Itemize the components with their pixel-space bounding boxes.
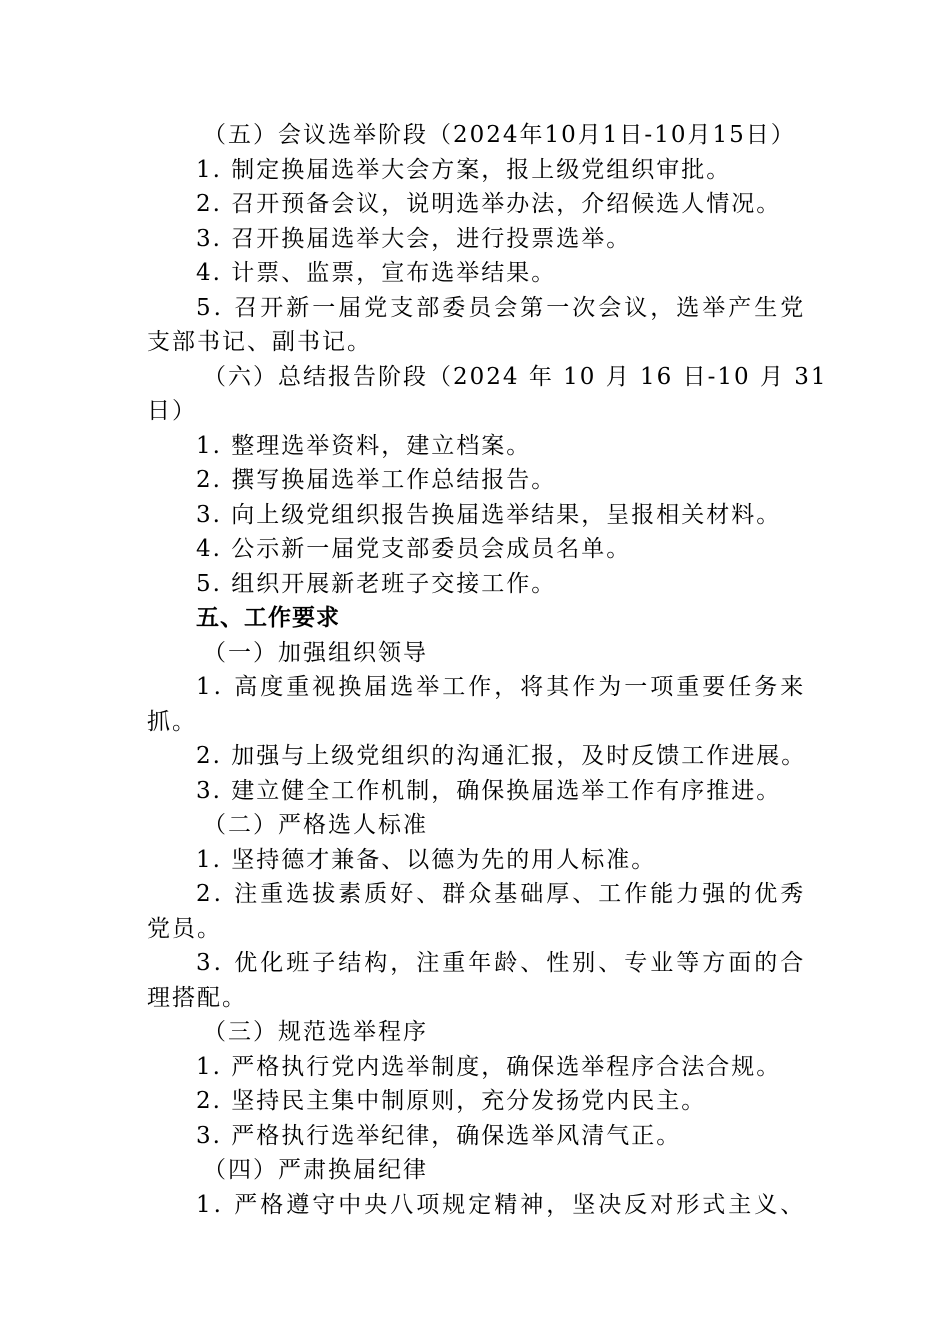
list-item: 1. 严格遵守中央八项规定精神，坚决反对形式主义、 — [196, 1191, 807, 1218]
subsection-heading-6: （六）总结报告阶段（2024 年 10 月 16 日-10 月 31 — [203, 363, 828, 390]
subsection-heading-1: （一）加强组织领导 — [203, 639, 428, 666]
list-item: 5. 召开新一届党支部委员会第一次会议，选举产生党 — [196, 294, 807, 321]
list-item-continuation: 支部书记、副书记。 — [147, 329, 372, 355]
list-item: 3. 向上级党组织报告换届选举结果，呈报相关材料。 — [196, 501, 782, 528]
list-item: 2. 召开预备会议，说明选举办法，介绍候选人情况。 — [196, 191, 782, 217]
list-item: 2. 坚持民主集中制原则，充分发扬党内民主。 — [196, 1088, 707, 1114]
subsection-heading-4: （四）严肃换届纪律 — [203, 1157, 428, 1183]
list-item: 4. 计票、监票，宣布选举结果。 — [196, 260, 557, 286]
list-item-continuation: 理搭配。 — [147, 984, 247, 1011]
subsection-heading-2: （二）严格选人标准 — [203, 812, 428, 838]
list-item: 2. 撰写换届选举工作总结报告。 — [196, 467, 557, 493]
document-body — [147, 118, 828, 1222]
subsection-heading-5: （五）会议选举阶段（2024年10月1日-10月15日） — [203, 122, 796, 148]
list-item: 1. 整理选举资料，建立档案。 — [196, 432, 532, 459]
list-item: 3. 召开换届选举大会，进行投票选举。 — [196, 225, 632, 252]
list-item: 1. 坚持德才兼备、以德为先的用人标准。 — [196, 846, 657, 873]
list-item: 1. 制定换届选举大会方案，报上级党组织审批。 — [196, 156, 732, 183]
list-item: 2. 加强与上级党组织的沟通汇报，及时反馈工作进展。 — [196, 743, 807, 769]
list-item: 3. 建立健全工作机制，确保换届选举工作有序推进。 — [196, 777, 782, 804]
list-item-continuation: 抓。 — [147, 708, 197, 735]
section-heading-work-requirements: 五、工作要求 — [196, 605, 340, 631]
list-item: 2. 注重选拔素质好、群众基础厚、工作能力强的优秀 — [196, 881, 807, 907]
list-item: 1. 严格执行党内选举制度，确保选举程序合法合规。 — [196, 1053, 782, 1080]
subsection-heading-3: （三）规范选举程序 — [203, 1019, 428, 1045]
list-item: 4. 公示新一届党支部委员会成员名单。 — [196, 536, 632, 562]
list-item: 3. 优化班子结构，注重年龄、性别、专业等方面的合 — [196, 950, 807, 976]
list-item-continuation: 党员。 — [147, 915, 222, 942]
list-item: 5. 组织开展新老班子交接工作。 — [196, 570, 557, 597]
subsection-heading-continuation: 日） — [147, 398, 197, 424]
list-item: 3. 严格执行选举纪律，确保选举风清气正。 — [196, 1122, 682, 1149]
list-item: 1. 高度重视换届选举工作，将其作为一项重要任务来 — [196, 674, 807, 700]
